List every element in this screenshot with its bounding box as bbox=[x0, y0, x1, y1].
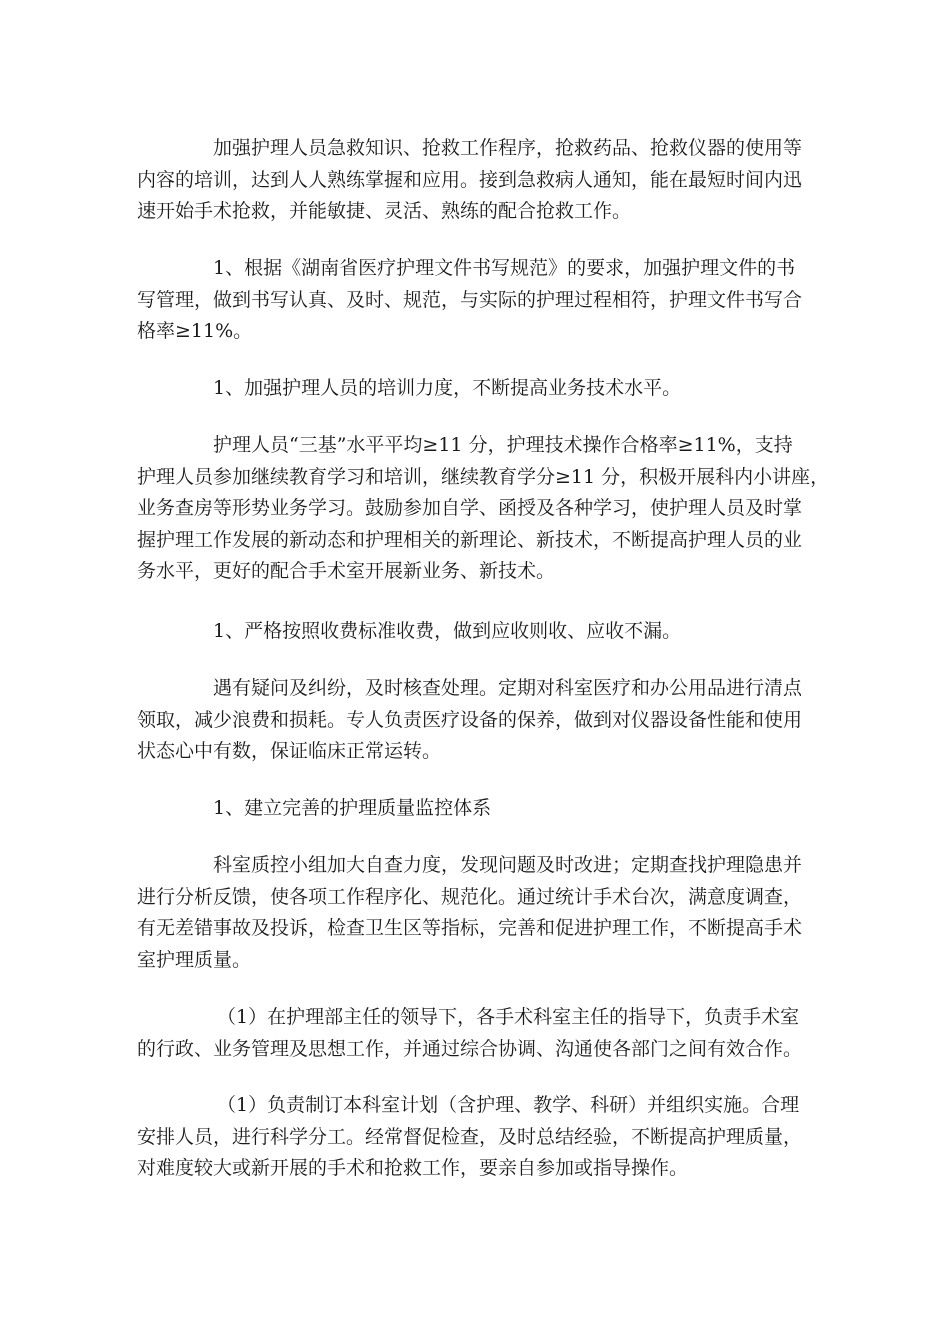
text-line: 遇有疑问及纠纷，及时核查处理。定期对科室医疗和办公用品进行清点 bbox=[213, 677, 803, 699]
text-line: 速开始手术抢救，并能敏捷、灵活、熟练的配合抢救工作。 bbox=[137, 200, 632, 222]
text-line: 的行政、业务管理及思想工作，并通过综合协调、沟通使各部门之间有效合作。 bbox=[137, 1037, 803, 1060]
text-line: （1）在护理部主任的领导下，各手术科室主任的指导下，负责手术室 bbox=[217, 1006, 800, 1028]
text-line: 护理人员参加继续教育学习和培训，继续教育学分≥11 分，积极开展科内小讲座， bbox=[137, 465, 830, 488]
text-line: （1）负责制订本科室计划（含护理、教学、科研）并组织实施。合理 bbox=[217, 1094, 800, 1116]
paragraph-supplies bbox=[137, 673, 817, 768]
paragraph-quality-control bbox=[137, 850, 817, 976]
paragraph-fees-heading bbox=[137, 616, 817, 648]
text-line: 写管理，做到书写认真、及时、规范，与实际的护理过程相符，护理文件书写合 bbox=[137, 288, 803, 311]
text-line: 1、根据《湖南省医疗护理文件书写规范》的要求，加强护理文件的书 bbox=[213, 257, 796, 279]
paragraph-quality-heading bbox=[137, 793, 817, 825]
text-line: 业务查房等形势业务学习。鼓励参加自学、函授及各种学习，使护理人员及时掌 bbox=[137, 497, 803, 519]
text-line: 1、建立完善的护理质量监控体系 bbox=[213, 797, 492, 819]
paragraph-duty-1 bbox=[137, 1002, 817, 1065]
paragraph-emergency-training bbox=[137, 133, 817, 228]
paragraph-document-writing bbox=[137, 253, 817, 348]
text-line: 对难度较大或新开展的手术和抢救工作，要亲自参加或指导操作。 bbox=[137, 1157, 689, 1179]
paragraph-skill-standards bbox=[137, 430, 830, 588]
text-line: 室护理质量。 bbox=[137, 948, 252, 971]
text-line: 握护理工作发展的新动态和护理相关的新理论、新技术，不断提高护理人员的业 bbox=[137, 528, 803, 551]
text-line: 领取，减少浪费和损耗。专人负责医疗设备的保养，做到对仪器设备性能和使用 bbox=[137, 708, 803, 731]
text-line: 有无差错事故及投诉，检查卫生区等指标，完善和促进护理工作，不断提高手术 bbox=[137, 917, 803, 939]
text-line: 1、加强护理人员的培训力度，不断提高业务技术水平。 bbox=[213, 377, 682, 399]
text-line: 进行分析反馈，使各项工作程序化、规范化。通过统计手术台次，满意度调查， bbox=[137, 885, 803, 908]
text-line: 1、严格按照收费标准收费，做到应收则收、应收不漏。 bbox=[213, 620, 682, 642]
text-line: 内容的培训，达到人人熟练掌握和应用。接到急救病人通知，能在最短时间内迅 bbox=[137, 168, 803, 191]
text-line: 安排人员，进行科学分工。经常督促检查，及时总结经验，不断提高护理质量， bbox=[137, 1125, 803, 1148]
text-line: 状态心中有数，保证临床正常运转。 bbox=[137, 740, 442, 762]
paragraph-training-heading bbox=[137, 373, 817, 405]
text-line: 格率≥11%。 bbox=[137, 320, 253, 342]
text-line: 科室质控小组加大自查力度，发现问题及时改进；定期查找护理隐患并 bbox=[213, 854, 803, 876]
text-line: 加强护理人员急救知识、抢救工作程序，抢救药品、抢救仪器的使用等 bbox=[213, 137, 803, 159]
text-line: 务水平，更好的配合手术室开展新业务、新技术。 bbox=[137, 560, 556, 582]
text-line: 护理人员“三基”水平平均≥11 分，护理技术操作合格率≥11%，支持 bbox=[213, 434, 793, 456]
paragraph-duty-2 bbox=[137, 1090, 817, 1185]
